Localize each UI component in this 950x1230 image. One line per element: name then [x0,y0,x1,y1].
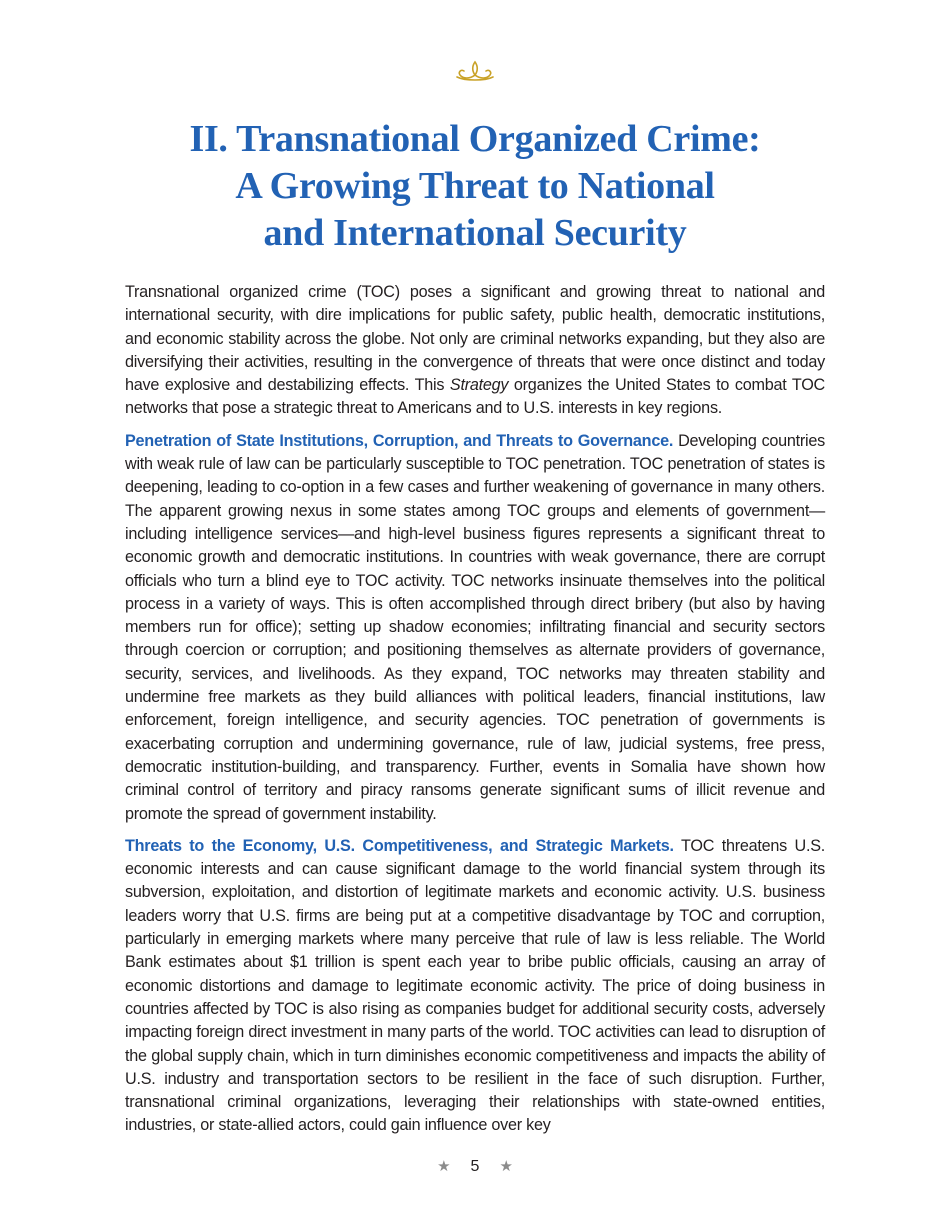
title-line-2: A Growing Threat to National [235,165,715,207]
paragraph-intro [125,281,825,421]
paragraph-intro-text-after: organizes the United States to combat TOC networks that pose a strategic threat to Americans and to U.S. interests in key regions. [125,376,825,418]
header-ornament [0,58,950,82]
paragraph-governance-text: Developing countries with weak rule of law can be particularly susceptible to TOC penetration. TOC penetration of states is deepening, leading to co-option in a few cases and further weakening of governance in many others. The apparent growing nexus in some states among TOC groups and elements of government—including intelligence services—and high-level business figures represents a significant threat to economic growth and democratic institutions. In countries with weak governance, there are corrupt officials who turn a blind eye to TOC activity. TOC networks insinuate themselves into the political process in a variety of ways. This is often accomplished through direct bribery (but also by having members run for office); setting up shadow economies; infiltrating financial and security sectors through coercion or corruption; and positioning themselves as alternate providers of governance, security, services, and livelihoods. As they expand, TOC networks may threaten stability and undermine free markets as they build alliances with political leaders, financial institutions, law enforcement, foreign intelligence, and security agencies. TOC penetration of governments is exacerbating corruption and undermining governance, rule of law, judicial systems, free press, democratic institution-building, and transparency. Further, events in Somalia have shown how criminal control of territory and piracy ransoms generate significant sums of illicit revenue and promote the spread of government instability. [125,431,825,823]
paragraph-intro-text-before: Transnational organized crime (TOC) poses a significant and growing threat to national and international security, with dire implications for public safety, public health, democratic institutions, and economic stability across the globe. Not only are criminal networks expanding, but they also are diversifying their activities, resulting in the convergence of threats that were once distinct and today have explosive and destabilizing effects. This [125,283,825,395]
body-text [125,281,825,1147]
title-line-1: II. Transnational Organized Crime: [189,118,761,160]
title-line-3: and International Security [263,212,687,254]
page-title [125,116,825,257]
page-footer [0,1156,950,1178]
paragraph-economy-lead: Threats to the Economy, U.S. Competitiveness, and Strategic Markets. [125,836,674,855]
page-number: 5 [470,1158,480,1175]
paragraph-economy-text: TOC threatens U.S. economic interests and can cause significant damage to the world financial system through its subversion, exploitation, and distortion of legitimate markets and economic activity. U.S. business leaders worry that U.S. firms are being put at a competitive disadvantage by TOC and corruption, particularly in emerging markets where many perceive that rule of law is less reliable. The World Bank estimates about $1 trillion is spent each year to bribe public officials, causing an array of economic distortions and damage to legitimate economic activity. The price of doing business in countries affected by TOC is also rising as companies budget for additional security costs, adversely impacting foreign direct investment in many parts of the world. TOC activities can lead to disruption of the global supply chain, which in turn diminishes economic competitiveness and impacts the ability of U.S. industry and transportation sectors to be resilient in the face of such disruption. Further, transnational criminal organizations, leveraging their relationships with state-owned entities, industries, or state-allied actors, could gain influence over key [125,836,825,1135]
paragraph-governance [125,430,825,826]
star-icon-right: ★ [499,1158,513,1175]
paragraph-economy [125,835,825,1138]
flourish-icon [455,58,495,82]
star-icon-left: ★ [437,1158,451,1175]
paragraph-intro-emphasis: Strategy [449,376,509,395]
paragraph-governance-lead: Penetration of State Institutions, Corruption, and Threats to Governance. [125,431,674,450]
